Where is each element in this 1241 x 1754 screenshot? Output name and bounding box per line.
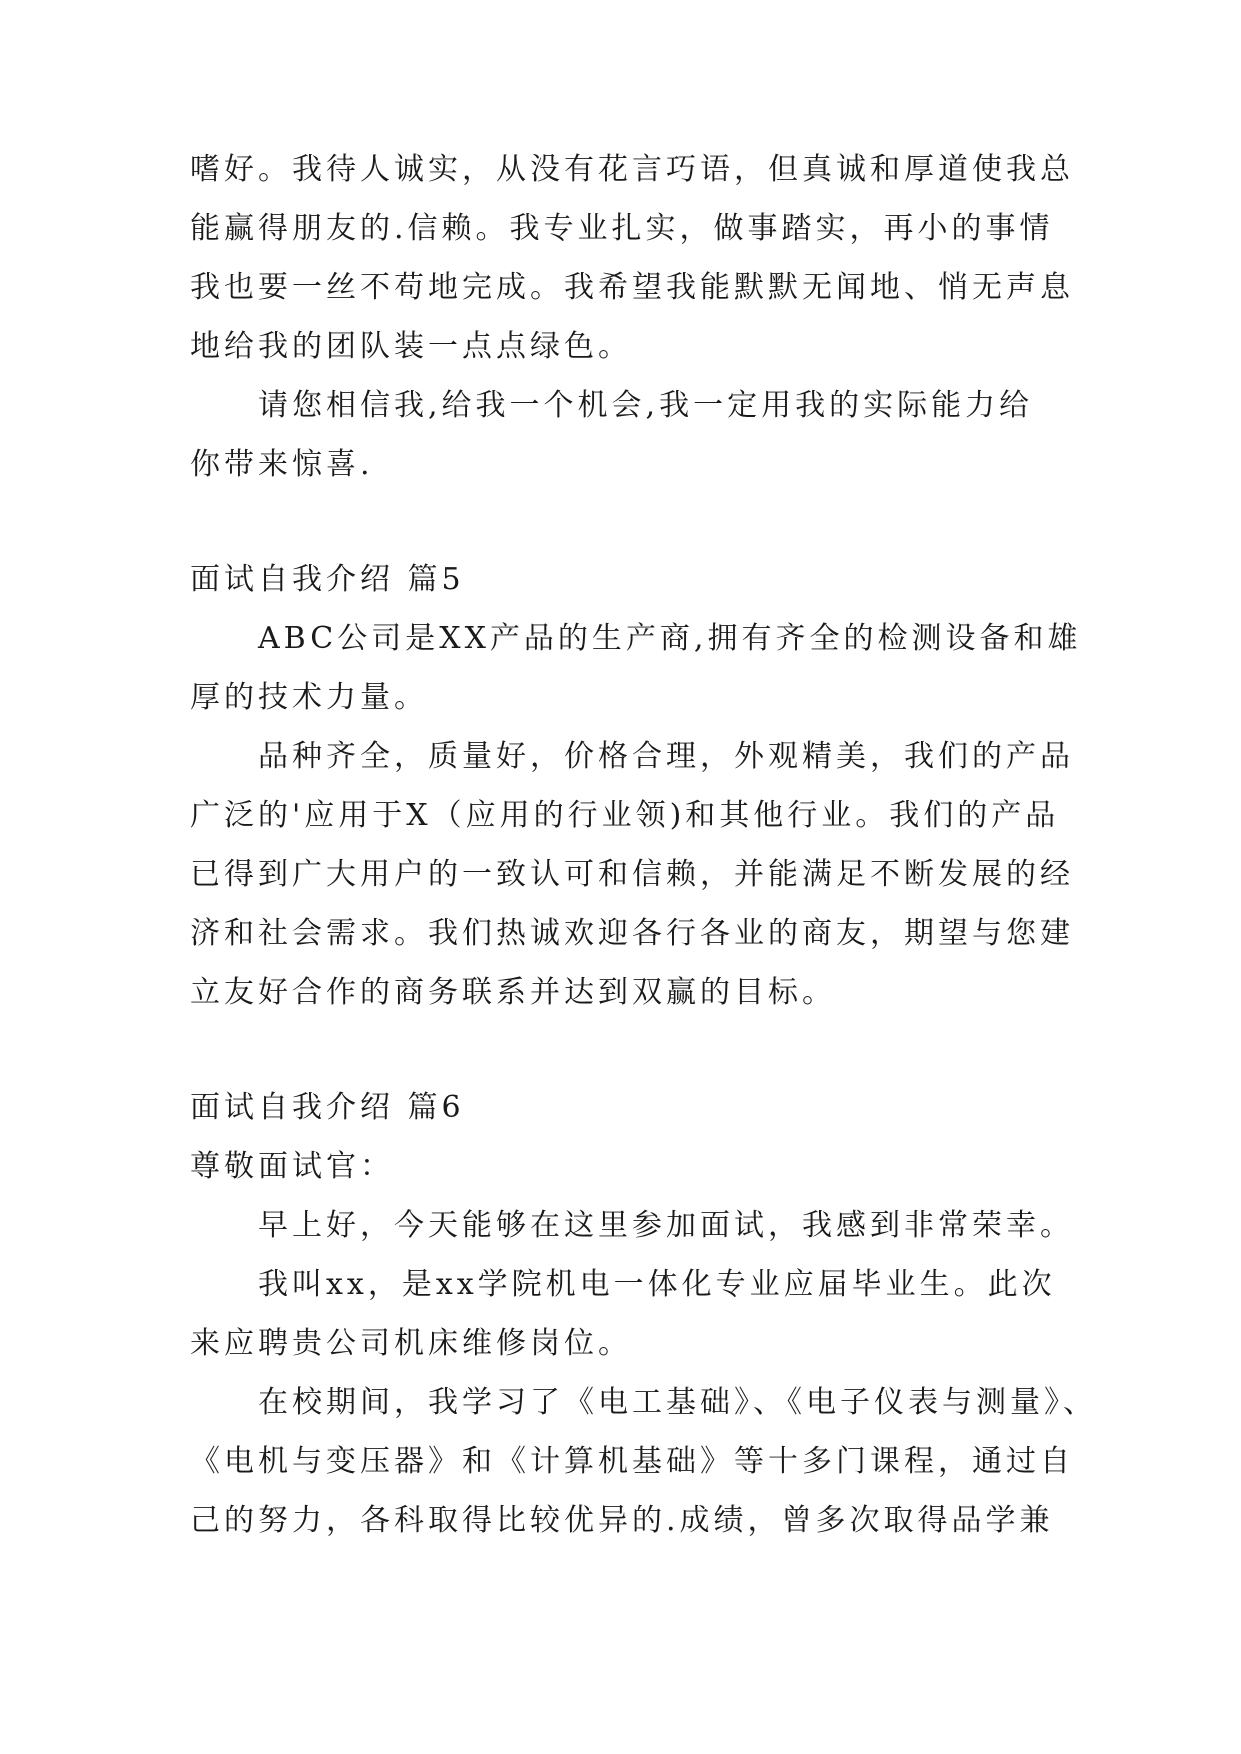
paragraph-line: 我也要一丝不苟地完成。我希望我能默默无闻地、悄无声息: [190, 270, 1074, 305]
paragraph-line: 已得到广大用户的一致认可和信赖，并能满足不断发展的经: [190, 857, 1074, 892]
paragraph-line: 能赢得朋友的.信赖。我专业扎实，做事踏实，再小的事情: [190, 211, 1054, 246]
paragraph-line: 在校期间，我学习了《电工基础》、《电子仪表与测量》、: [258, 1385, 1097, 1420]
section-heading: 面试自我介绍 篇5: [190, 562, 465, 597]
paragraph-line: 广泛的'应用于X（应用的行业领)和其他行业。我们的产品: [190, 798, 1060, 833]
paragraph-line: 地给我的团队装一点点绿色。: [190, 329, 632, 364]
paragraph-line: 我叫xx，是xx学院机电一体化专业应届毕业生。此次: [258, 1267, 1056, 1302]
paragraph-line: 你带来惊喜.: [190, 447, 374, 482]
paragraph-line: 嗜好。我待人诚实，从没有花言巧语，但真诚和厚道使我总: [190, 152, 1074, 187]
paragraph-line: 己的努力，各科取得比较优异的.成绩，曾多次取得品学兼: [190, 1503, 1054, 1538]
paragraph-line: 来应聘贵公司机床维修岗位。: [190, 1326, 632, 1361]
paragraph-line: 品种齐全，质量好，价格合理，外观精美，我们的产品: [258, 739, 1074, 774]
paragraph-line: 立友好合作的商务联系并达到双赢的目标。: [190, 975, 836, 1010]
paragraph-line: 济和社会需求。我们热诚欢迎各行各业的商友，期望与您建: [190, 916, 1074, 951]
section-heading: 面试自我介绍 篇6: [190, 1090, 465, 1125]
paragraph-line: 请您相信我,给我一个机会,我一定用我的实际能力给: [258, 388, 1034, 423]
paragraph-line: 《电机与变压器》和《计算机基础》等十多门课程，通过自: [190, 1444, 1074, 1479]
salutation: 尊敬面试官：: [190, 1149, 394, 1184]
paragraph-line: 厚的技术力量。: [190, 680, 428, 715]
paragraph-line: 早上好，今天能够在这里参加面试，我感到非常荣幸。: [258, 1208, 1074, 1243]
paragraph-line: ABC公司是XX产品的生产商,拥有齐全的检测设备和雄: [258, 621, 1082, 656]
